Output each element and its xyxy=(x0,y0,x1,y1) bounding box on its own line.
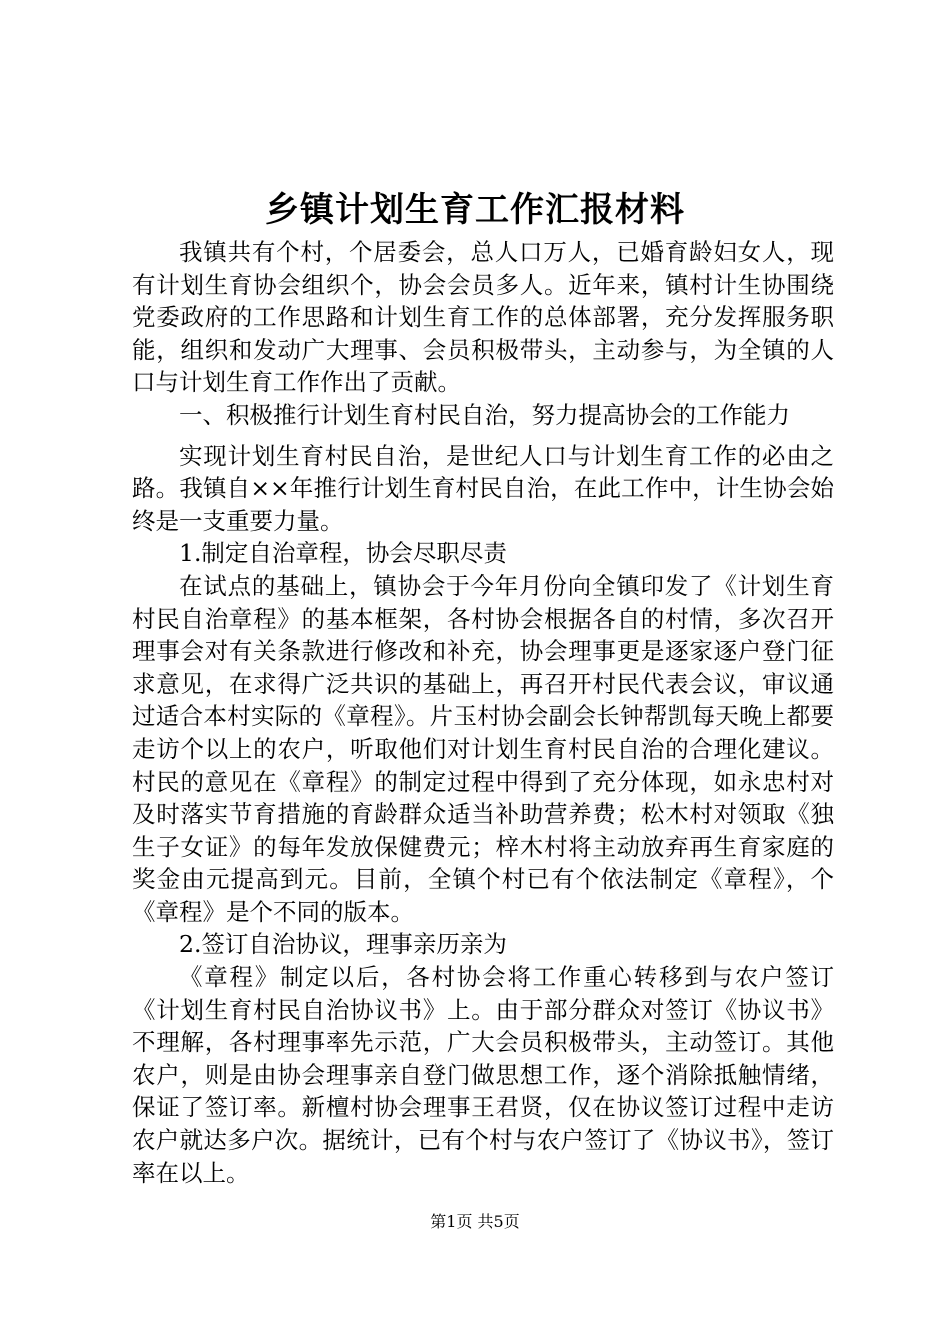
document-body xyxy=(132,236,834,1189)
subsection-2-paragraph: 《章程》制定以后，各村协会将工作重心转移到与农户签订《计划生育村民自治协议书》上。由于部分群众对签订《协议书》不理解，各村理事率先示范，广大会员积极带头，主动签订。其他农户，则是由协会理事亲自登门做思想工作，逐个消除抵触情绪，保证了签订率。新檀村协会理事王君贤，仅在协议签订过程中走访农户就达多户次。据统计，已有个村与农户签订了《协议书》，签订率在以上。 xyxy=(132,963,834,1187)
section-1-paragraph: 实现计划生育村民自治，是世纪人口与计划生育工作的必由之路。我镇自××年推行计划生育村民自治，在此工作中，计生协会始终是一支重要力量。 xyxy=(132,441,834,535)
subsection-heading-1: 1.制定自治章程，协会尽职尽责 xyxy=(179,539,507,568)
subsection-heading-2: 2.签订自治协议，理事亲历亲为 xyxy=(179,930,507,959)
document-title: 乡镇计划生育工作汇报材料 xyxy=(265,190,685,230)
section-heading-1: 一、积极推行计划生育村民自治，努力提高协会的工作能力 xyxy=(179,400,790,429)
page-footer: 第1页 共5页 xyxy=(430,1212,520,1231)
intro-paragraph: 我镇共有个村，个居委会，总人口万人，已婚育龄妇女人，现有计划生育协会组织个，协会会员多人。近年来，镇村计生协围绕党委政府的工作思路和计划生育工作的总体部署，充分发挥服务职能，组织和发动广大理事、会员积极带头，主动参与，为全镇的人口与计划生育工作作出了贡献。 xyxy=(132,238,834,397)
subsection-1-paragraph: 在试点的基础上，镇协会于今年月份向全镇印发了《计划生育村民自治章程》的基本框架，各村协会根据各自的村情，多次召开理事会对有关条款进行修改和补充，协会理事更是逐家逐户登门征求意见，在求得广泛共识的基础上，再召开村民代表会议，审议通过适合本村实际的《章程》。片玉村协会副会长钟帮凯每天晚上都要走访个以上的农户，听取他们对计划生育村民自治的合理化建议。村民的意见在《章程》的制定过程中得到了充分体现，如永忠村对及时落实节育措施的育龄群众适当补助营养费；松木村对领取《独生子女证》的每年发放保健费元；梓木村将主动放弃再生育家庭的奖金由元提高到元。目前，全镇个村已有个依法制定《章程》，个《章程》是个不同的版本。 xyxy=(132,571,834,926)
